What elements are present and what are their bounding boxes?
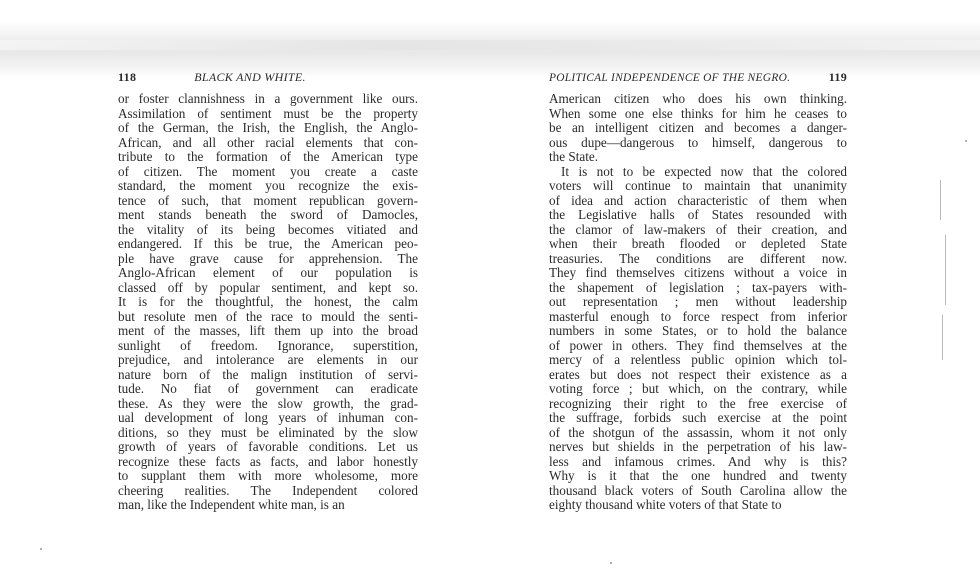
right-page xyxy=(549,70,847,513)
text-line: ment stands beneath the sword of Damocles, xyxy=(118,208,418,222)
text-line: mercy of a relentless public opinion which tol- xyxy=(549,353,847,367)
text-line: less and infamous crimes. And why is this? xyxy=(549,454,847,469)
left-page xyxy=(118,70,418,513)
scan-shadow-streak xyxy=(0,40,980,50)
scan-speck xyxy=(610,562,612,564)
page-number: 118 xyxy=(118,70,137,84)
text-line: treasuries. The conditions are different now. xyxy=(549,251,847,266)
running-title: POLITICAL INDEPENDENCE OF THE NEGRO. xyxy=(549,72,791,84)
text-line: American citizen who does his own thinking. xyxy=(549,92,847,106)
text-line: of the German, the Irish, the English, the Anglo- xyxy=(118,121,418,135)
text-line: When some one else thinks for him he ceases to xyxy=(549,106,847,121)
text-line: the vitality of its being becomes vitiated and xyxy=(118,222,418,237)
text-line: be an intelligent citizen and becomes a danger- xyxy=(549,121,847,135)
text-line: ment of the masses, lift them up into the broad xyxy=(118,324,418,338)
text-line: masterful enough to force respect from inferior xyxy=(549,309,847,324)
text-line: recognize these facts as facts, and labor honestly xyxy=(118,454,418,469)
page-number: 119 xyxy=(828,70,847,84)
text-line: the suffrage, forbids such exercise at the point xyxy=(549,411,847,425)
text-line: Anglo-African element of our population is xyxy=(118,266,418,280)
text-line: standard, the moment you recognize the exis- xyxy=(118,179,418,193)
text-line: numbers in some States, or to hold the balance xyxy=(549,324,847,338)
text-line: ual development of long years of inhuman con- xyxy=(118,411,418,425)
text-line: tribute to the formation of the American type xyxy=(118,150,418,164)
text-line: of citizen. The moment you create a caste xyxy=(118,164,418,179)
text-line: or foster clannishness in a government like ours. xyxy=(118,92,418,106)
text-line: ple have grave cause for apprehension. The xyxy=(118,251,418,266)
margin-scan-marks xyxy=(938,180,954,360)
text-line: out representation ; men without leadership xyxy=(549,295,847,309)
text-line: They find themselves citizens without a voice in xyxy=(549,266,847,280)
text-line: when their breath flooded or depleted State xyxy=(549,237,847,251)
text-line: ditions, so they must be eliminated by the slow xyxy=(118,425,418,440)
text-line: but resolute men of the race to mould the senti- xyxy=(118,309,418,324)
text-line: the State. xyxy=(549,150,599,164)
running-head-left xyxy=(118,70,418,86)
text-line: endangered. If this be true, the American peo- xyxy=(118,237,418,251)
page-body-text xyxy=(118,92,418,513)
text-line: classed off by popular sentiment, and kept so. xyxy=(118,280,418,295)
text-line: to supplant them with more wholesome, more xyxy=(118,469,418,483)
scan-speck xyxy=(40,548,42,550)
scan-speck xyxy=(965,140,967,142)
text-line: growth of years of favorable conditions. Let us xyxy=(118,440,418,454)
text-line: voters will continue to maintain that unanimity xyxy=(549,179,847,193)
text-line: erates but does not respect their existence as a xyxy=(549,367,847,382)
text-line: sunlight of freedom. Ignorance, superstition, xyxy=(118,338,418,353)
text-line: voting force ; but which, on the contrary, while xyxy=(549,382,847,396)
text-line: It is for the thoughtful, the honest, the calm xyxy=(118,295,418,309)
text-line: Why is it that the one hundred and twenty xyxy=(549,469,847,483)
text-line: of idea and action characteristic of them when xyxy=(549,193,847,208)
text-line: prejudice, and intolerance are elements in our xyxy=(118,353,418,367)
text-line: tude. No fiat of government can eradicate xyxy=(118,382,418,396)
text-line: of the shotgun of the assassin, whom it not only xyxy=(549,425,847,440)
text-line: of power in others. They find themselves at the xyxy=(549,338,847,353)
page-body-text xyxy=(549,92,847,513)
text-line: thousand black voters of South Carolina allow the xyxy=(549,483,847,498)
text-line: cheering realities. The Independent colored xyxy=(118,483,418,498)
text-line: nature born of the malign institution of servi- xyxy=(118,367,418,382)
text-line: tence of such, that moment republican govern- xyxy=(118,193,418,208)
text-line: the Legislative halls of States resounded with xyxy=(549,208,847,222)
text-line: the shapement of legislation ; tax-payers with- xyxy=(549,280,847,295)
text-line: these. As they were the slow growth, the grad- xyxy=(118,396,418,411)
text-line: eighty thousand white voters of that State to xyxy=(549,498,782,512)
text-line: Assimilation of sentiment must be the property xyxy=(118,106,418,121)
running-title: BLACK AND WHITE. xyxy=(194,70,306,84)
text-line: It is not to be expected now that the colored xyxy=(561,164,847,179)
text-line: ous dupe—dangerous to himself, dangerous to xyxy=(549,135,847,150)
text-line: nerves but shields in the perpetration of his law- xyxy=(549,440,847,454)
text-line: recognizing their right to the free exercise of xyxy=(549,396,847,411)
text-line: African, and all other racial elements that con- xyxy=(118,135,418,150)
running-head-right xyxy=(549,70,847,86)
text-line: the clamor of law-makers of their creation, and xyxy=(549,222,847,237)
text-line: man, like the Independent white man, is an xyxy=(118,498,345,512)
